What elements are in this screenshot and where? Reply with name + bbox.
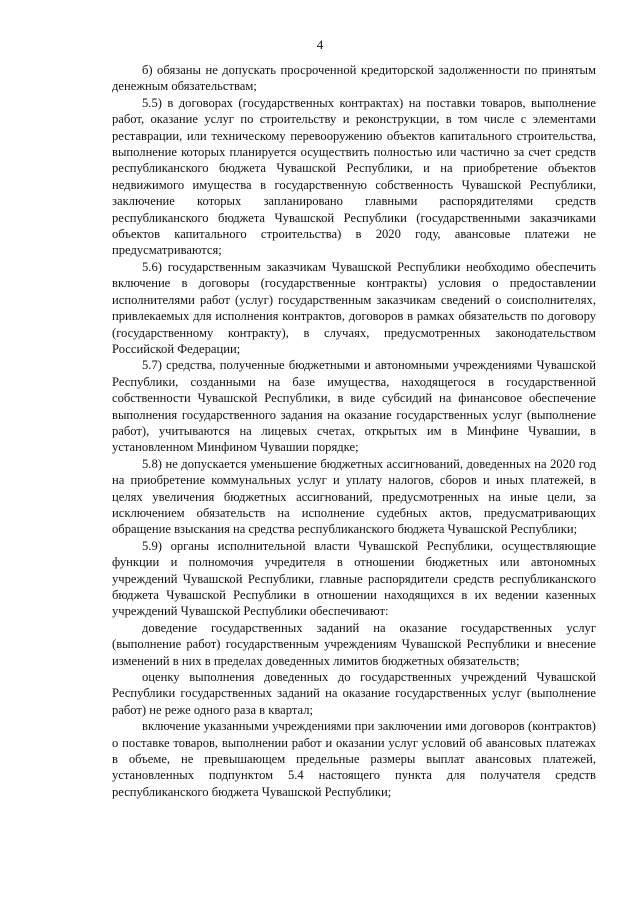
paragraph-6b: б) обязаны не допускать просроченной кредиторской задолженности по принятым денежным обязательствам; xyxy=(112,63,596,94)
paragraph-5-9: 5.9) органы исполнительной власти Чувашской Республики, осуществляющие функции и полномочия учредителя в отношении бюджетных или автономных учреждений Чувашской Республики, главные распорядители средств республиканского бюджета Чувашской Республики в отношении находящихся в их ведении казенных учреждений Чувашской Республики обеспечивают: xyxy=(112,538,596,619)
paragraph-5-9-item-2: оценку выполнения доведенных до государственных учреждений Чувашской Республики государственных заданий на оказание государственных услуг (выполнение работ) не реже одного раза в квартал; xyxy=(112,670,596,717)
paragraph-5-9-item-1: доведение государственных заданий на оказание государственных услуг (выполнение работ) государственным учреждениям Чувашской Республики и внесение изменений в них в пределах доведенных лимитов бюджетных обязательств; xyxy=(112,620,596,668)
paragraph-5-5: 5.5) в договорах (государственных контрактах) на поставки товаров, выполнение работ, оказание услуг по строительству и реконструкции, в том числе с элементами реставрации, или техническому перевооружению объектов капитального строительства, выполнение которых планируется осуществить полностью или частично за счет средств республиканского бюджета Чувашской Республики, и на приобретение объектов недвижимого имущества в государственную собственность Чувашской Республики, заключение которых запланировано главными распорядителями средств республиканского бюджета Чувашской Республики (государственными заказчиками объектов капитального строительства) в 2020 году, авансовые платежи не предусматриваются; xyxy=(112,95,596,258)
document-body xyxy=(112,62,596,800)
paragraph-5-6: 5.6) государственным заказчикам Чувашской Республики необходимо обеспечить включение в договоры (государственные контракты) условия о предоставлении исполнителями работ (услуг) государственным заказчикам сведений о соисполнителях, привлекаемых для исполнения контрактов, договоров в рамках обязательств по договору (государственному контракту), в случаях, предусмотренных законодательством Российской Федерации; xyxy=(112,259,596,356)
page-number: 4 xyxy=(316,37,324,52)
paragraph-5-7: 5.7) средства, полученные бюджетными и автономными учреждениями Чувашской Республики, созданными на базе имущества, находящегося в государственной собственности Чувашской Республики, в виде субсидий на финансовое обеспечение выполнения государственного задания на оказание государственных услуг (выполнение работ), учитываются на лицевых счетах, открытых им в Минфине Чувашии, в установленном Минфином Чувашии порядке; xyxy=(112,358,596,455)
paragraph-5-8: 5.8) не допускается уменьшение бюджетных ассигнований, доведенных на 2020 год на приобретение коммунальных услуг и уплату налогов, сборов и иных платежей, в целях увеличения бюджетных ассигнований, предусмотренных на иные цели, за исключением обязательств на исполнение судебных актов, предусматривающих обращение взыскания на средства республиканского бюджета Чувашской Республики; xyxy=(112,456,596,537)
paragraph-5-9-item-3: включение указанными учреждениями при заключении ими договоров (контрактов) о поставке товаров, выполнении работ и оказании услуг условий об авансовых платежах в объеме, не превышающем предельные размеры выплат авансовых платежей, установленных подпунктом 5.4 настоящего пункта для получателя средств республиканского бюджета Чувашской Республики; xyxy=(112,719,596,799)
